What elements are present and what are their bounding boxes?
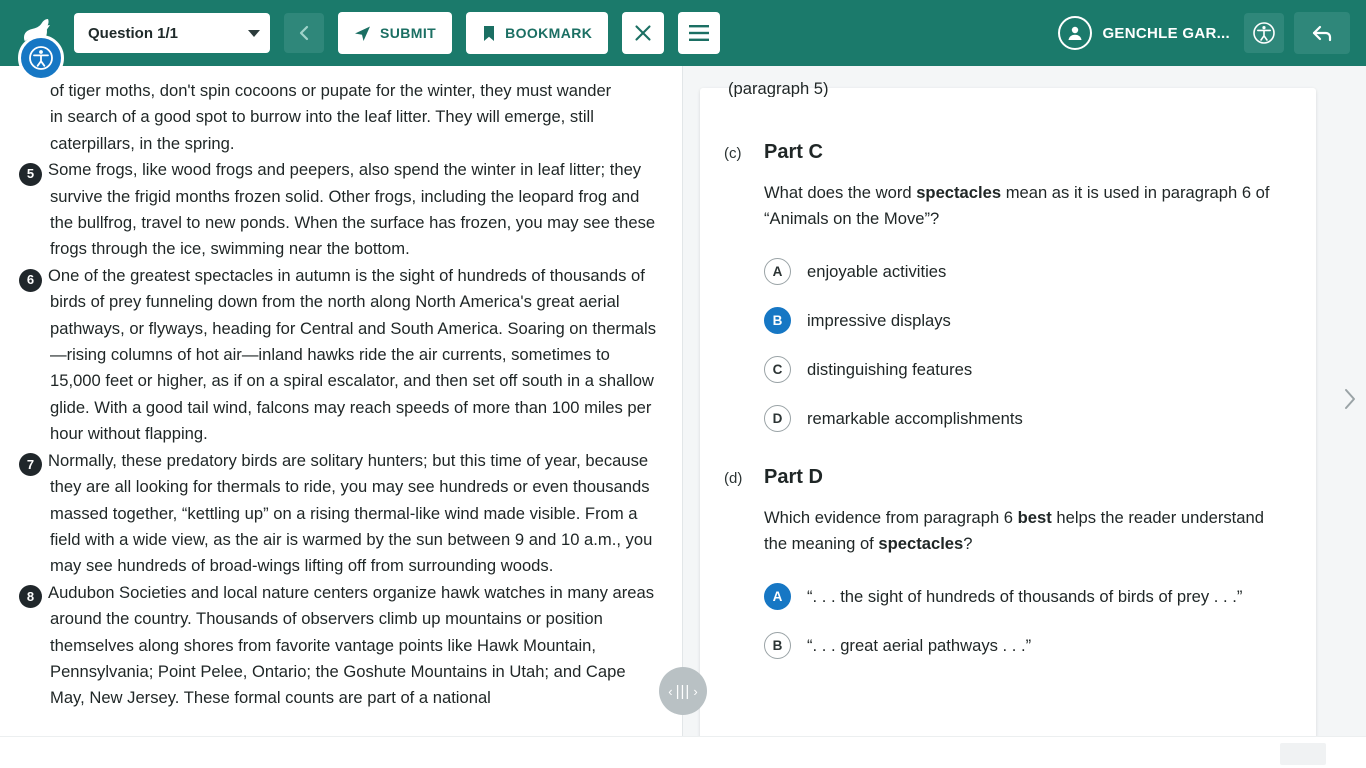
bottom-placeholder-chip <box>1280 743 1326 765</box>
user-menu[interactable] <box>1058 16 1230 50</box>
option-row[interactable] <box>764 307 1288 334</box>
user-avatar-icon <box>1058 16 1092 50</box>
passage-cut-line: of tiger moths, don't spin cocoons or pupate for the winter, they must wander <box>50 81 612 100</box>
bookmark-button[interactable] <box>466 12 608 54</box>
send-icon <box>354 25 371 42</box>
option-bubble-selected[interactable]: B <box>764 307 791 334</box>
next-page-button[interactable] <box>1338 384 1360 414</box>
resize-right-arrow-icon: › <box>693 683 698 699</box>
question-selector[interactable] <box>74 13 270 53</box>
chevron-down-icon <box>248 30 260 37</box>
part-c-title: Part C <box>764 141 823 163</box>
passage-text <box>0 66 682 712</box>
option-bubble[interactable]: D <box>764 405 791 432</box>
paragraph-text: Normally, these predatory birds are solitary hunters; but this time of year, because they are all looking for thermals to ride, you may see hundreds or even thousands massed together, “kettling up” on a rising thermal-like wind made visible. From a field with a wide view, as the air is warmed by the sun between 9 and 10 a.m., you may see hundreds of broad-wings lifting off from surrounding woods. <box>48 450 653 576</box>
pane-resize-handle-icon[interactable] <box>659 667 707 715</box>
paragraph-number: 5 <box>19 163 42 186</box>
chevron-right-icon <box>1343 388 1356 410</box>
accessibility-badge-icon[interactable] <box>18 35 64 81</box>
part-d-title: Part D <box>764 466 823 488</box>
option-bubble[interactable]: B <box>764 632 791 659</box>
hamburger-menu-icon <box>688 24 710 42</box>
workspace <box>0 66 1366 768</box>
chevron-left-icon <box>298 25 310 41</box>
paragraph-text: One of the greatest spectacles in autumn is the sight of hundreds of thousands of birds of prey funneling down from the north along North America's great aerial pathways, or flyways, heading for Central and South America. Soaring on thermals—rising columns of hot air—inland hawks ride the air currents, sometimes to 15,000 feet or higher, as if on a spiral escalator, and then set off south in a shallow glide. With a good tail wind, falcons may reach speeds of more than 100 miles per hour without flapping. <box>48 265 656 444</box>
part-c-letter: (c) <box>724 145 742 162</box>
accessibility-button[interactable] <box>1244 13 1284 53</box>
bookmark-icon <box>482 25 496 42</box>
bookmark-button-label: BOOKMARK <box>505 25 593 41</box>
part-d <box>700 466 1316 659</box>
passage-paragraph: in search of a good spot to burrow into the leaf litter. They will emerge, still caterpillars, in the spring. <box>50 107 594 153</box>
option-row[interactable] <box>764 405 1288 432</box>
part-d-stem: Which evidence from paragraph 6 best helps the reader understand the meaning of spectacles? <box>764 508 1264 553</box>
passage-paragraph <box>26 580 656 712</box>
option-label: remarkable accomplishments <box>807 409 1023 428</box>
question-pane[interactable] <box>684 66 1366 736</box>
submit-button[interactable] <box>338 12 452 54</box>
user-name: GENCHLE GAR... <box>1102 24 1230 42</box>
question-card <box>700 79 1316 736</box>
submit-button-label: SUBMIT <box>380 25 437 41</box>
paragraph-number: 8 <box>19 585 42 608</box>
close-icon <box>633 23 653 43</box>
option-row[interactable] <box>764 356 1288 383</box>
option-bubble-selected[interactable]: A <box>764 583 791 610</box>
option-row[interactable] <box>764 583 1288 610</box>
previous-part-cut-text: (paragraph 5) <box>728 79 829 97</box>
passage-pane[interactable] <box>0 66 683 736</box>
passage-paragraph <box>26 157 656 263</box>
option-label: distinguishing features <box>807 360 973 379</box>
option-label: “. . . the sight of hundreds of thousands of birds of prey . . .” <box>807 587 1243 606</box>
option-label: impressive displays <box>807 311 951 330</box>
part-d-letter: (d) <box>724 470 743 487</box>
passage-paragraph <box>26 263 656 448</box>
passage-paragraph <box>26 448 656 580</box>
exit-arrow-icon <box>1310 22 1334 44</box>
option-row[interactable] <box>764 632 1288 659</box>
menu-button[interactable] <box>678 12 720 54</box>
resize-grip-icon: ||| <box>675 682 691 700</box>
paragraph-text: Audubon Societies and local nature centers organize hawk watches in many areas around the country. Thousands of observers climb up mountains or position themselves along shores from favorite vantage points like Hawk Mountain, Pennsylvania; Point Pelee, Ontario; the Goshute Mountains in Utah; and Cape May, New Jersey. These formal counts are part of a national <box>48 582 655 708</box>
paragraph-number: 7 <box>19 453 42 476</box>
question-selector-label: Question 1/1 <box>88 24 179 42</box>
part-c-stem: What does the word spectacles mean as it is used in paragraph 6 of “Animals on the Move”? <box>764 183 1270 228</box>
option-bubble[interactable]: A <box>764 258 791 285</box>
bottom-strip <box>0 736 1366 768</box>
exit-button[interactable] <box>1294 12 1350 54</box>
top-toolbar <box>0 0 1366 66</box>
close-button[interactable] <box>622 12 664 54</box>
option-row[interactable] <box>764 258 1288 285</box>
option-bubble[interactable]: C <box>764 356 791 383</box>
paragraph-text: Some frogs, like wood frogs and peepers, also spend the winter in leaf litter; they survive the frigid months frozen solid. Other frogs, including the leopard frog and the bullfrog, travel to new ponds. When the surface has frozen, you may see these frogs through the ice, swimming near the bottom. <box>48 160 656 259</box>
option-label: enjoyable activities <box>807 262 947 281</box>
accessibility-icon <box>1253 22 1275 44</box>
part-c <box>700 141 1316 432</box>
resize-left-arrow-icon: ‹ <box>668 683 673 699</box>
previous-question-button[interactable] <box>284 13 324 53</box>
option-label: “. . . great aerial pathways . . .” <box>807 636 1032 655</box>
paragraph-number: 6 <box>19 269 42 292</box>
